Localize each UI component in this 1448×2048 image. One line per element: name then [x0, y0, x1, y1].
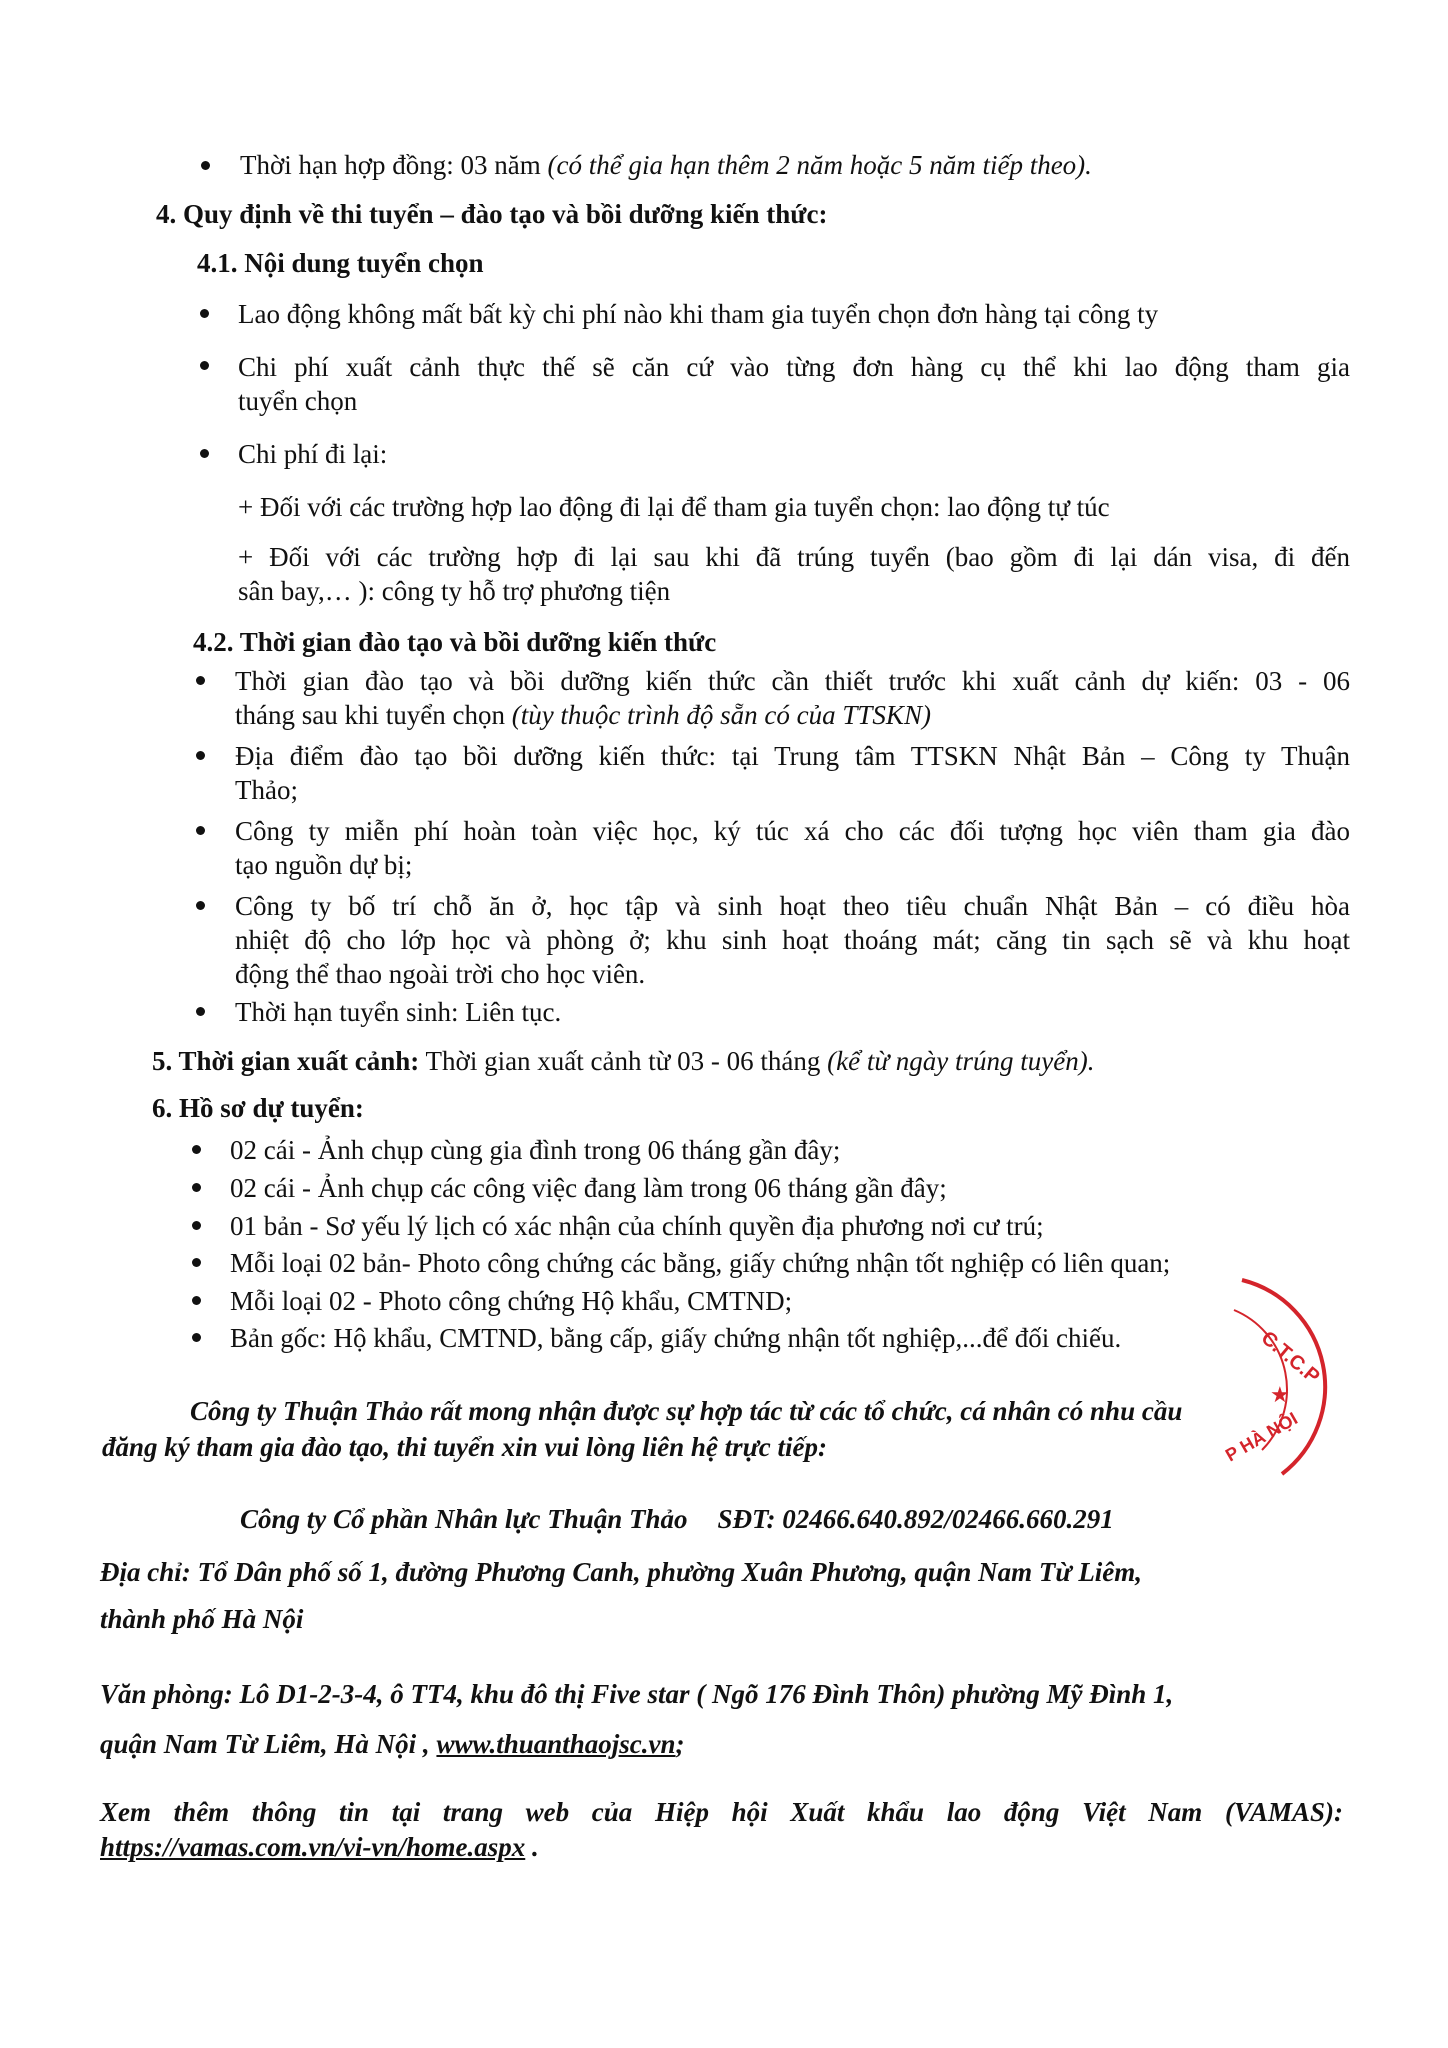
section-4-heading: 4. Quy định về thi tuyển – đào tạo và bồi dưỡng kiến thức: — [156, 199, 828, 229]
bullet — [192, 1183, 201, 1192]
exit-cost-item: Chi phí xuất cảnh thực thế sẽ căn cứ vào từng đơn hàng cụ thể khi lao động tham gia — [238, 352, 1350, 382]
bullet — [200, 309, 209, 318]
training-location-item-cont: Thảo; — [235, 775, 298, 805]
address-line-1: Địa chỉ: Tổ Dân phố số 1, đường Phương Canh, phường Xuân Phương, quận Nam Từ Liêm, — [100, 1557, 1143, 1587]
stamp-star-icon: ★ — [1270, 1382, 1290, 1407]
document-item: Bản gốc: Hộ khẩu, CMTND, bằng cấp, giấy chứng nhận tốt nghiệp,...để đối chiếu. — [230, 1323, 1122, 1353]
bullet — [192, 1221, 201, 1230]
travel-cost-item: Chi phí đi lại: — [238, 439, 388, 469]
accommodation-item-cont-2: động thể thao ngoài trời cho học viên. — [235, 959, 646, 989]
training-time-item-cont: tháng sau khi tuyển chọn (tùy thuộc trình độ sẵn có của TTSKN) — [235, 700, 931, 730]
vamas-line-2: https://vamas.com.vn/vi-vn/home.aspx . — [100, 1832, 539, 1862]
document-item: Mỗi loại 02 bản- Photo công chứng các bằng, giấy chứng nhận tốt nghiệp có liên quan; — [230, 1248, 1171, 1278]
contract-duration: Thời hạn hợp đồng: 03 năm (có thể gia hạn thêm 2 năm hoặc 5 năm tiếp theo). — [240, 150, 1092, 180]
office-line-1: Văn phòng: Lô D1-2-3-4, ô TT4, khu đô thị Five star ( Ngõ 176 Đình Thôn) phường Mỹ Đình 1, — [100, 1679, 1174, 1709]
training-time-item: Thời gian đào tạo và bồi dưỡng kiến thức cần thiết trước khi xuất cảnh dự kiến: 03 - 06 — [235, 666, 1350, 696]
section-4-1-heading: 4.1. Nội dung tuyển chọn — [197, 248, 484, 278]
travel-cost-point-2-cont: sân bay,… ): công ty hỗ trợ phương tiện — [238, 576, 671, 606]
website-link[interactable]: www.thuanthaojsc.vn — [436, 1729, 676, 1759]
bullet — [200, 361, 209, 370]
bullet — [196, 826, 205, 835]
travel-cost-point-1: + Đối với các trường hợp lao động đi lại để tham gia tuyển chọn: lao động tự túc — [238, 492, 1110, 522]
exit-cost-item-cont: tuyển chọn — [238, 386, 358, 416]
document-item: Mỗi loại 02 - Photo công chứng Hộ khẩu, CMTND; — [230, 1286, 793, 1316]
accommodation-item-cont: nhiệt độ cho lớp học và phòng ở; khu sinh hoạt thoáng mát; căng tin sạch sẽ và khu hoạt — [235, 925, 1350, 955]
bullet — [192, 1333, 201, 1342]
bullet — [192, 1258, 201, 1267]
bullet — [201, 161, 210, 170]
office-line-2: quận Nam Từ Liêm, Hà Nội , www.thuanthaojsc.vn; — [100, 1729, 685, 1759]
recruit-cost-item: Lao động không mất bất kỳ chi phí nào khi tham gia tuyển chọn đơn hàng tại công ty — [238, 299, 1159, 329]
svg-text:C.T.C.P: C.T.C.P — [1256, 1326, 1324, 1389]
free-tuition-item-cont: tạo nguồn dự bị; — [235, 850, 413, 880]
training-location-item: Địa điểm đào tạo bồi dưỡng kiến thức: tại Trung tâm TTSKN Nhật Bản – Công ty Thuận — [235, 741, 1350, 771]
bullet — [196, 751, 205, 760]
section-6-heading: 6. Hồ sơ dự tuyển: — [152, 1093, 364, 1123]
document-item: 02 cái - Ảnh chụp cùng gia đình trong 06 tháng gần đây; — [230, 1135, 841, 1165]
closing-line-2: đăng ký tham gia đào tạo, thi tuyển xin vui lòng liên hệ trực tiếp: — [102, 1432, 827, 1462]
closing-line-1: Công ty Thuận Thảo rất mong nhận được sự hợp tác từ các tổ chức, cá nhân có nhu cầu — [190, 1396, 1183, 1426]
document-item: 02 cái - Ảnh chụp các công việc đang làm trong 06 tháng gần đây; — [230, 1173, 947, 1203]
svg-text:P HÀ NỘI: P HÀ NỘI — [1222, 1408, 1302, 1466]
bullet — [196, 1007, 205, 1016]
accommodation-item: Công ty bố trí chỗ ăn ở, học tập và sinh hoạt theo tiêu chuẩn Nhật Bản – có điều hòa — [235, 891, 1350, 921]
section-5: 5. Thời gian xuất cảnh: Thời gian xuất cảnh từ 03 - 06 tháng (kể từ ngày trúng tuyển). — [152, 1046, 1095, 1076]
document-item: 01 bản - Sơ yếu lý lịch có xác nhận của chính quyền địa phương nơi cư trú; — [230, 1211, 1044, 1241]
address-line-2: thành phố Hà Nội — [100, 1604, 304, 1634]
company-stamp — [1222, 1262, 1362, 1492]
travel-cost-point-2: + Đối với các trường hợp đi lại sau khi đã trúng tuyển (bao gồm đi lại dán visa, đi đến — [238, 542, 1350, 572]
enrollment-period-item: Thời hạn tuyển sinh: Liên tục. — [235, 997, 562, 1027]
vamas-link[interactable]: https://vamas.com.vn/vi-vn/home.aspx — [100, 1832, 526, 1862]
section-4-2-heading: 4.2. Thời gian đào tạo và bồi dưỡng kiến thức — [193, 627, 717, 657]
bullet — [196, 676, 205, 685]
vamas-line-1: Xem thêm thông tin tại trang web của Hiệp hội Xuất khẩu lao động Việt Nam (VAMAS): — [100, 1797, 1343, 1827]
bullet — [200, 449, 209, 458]
bullet — [196, 901, 205, 910]
bullet — [192, 1145, 201, 1154]
bullet — [192, 1296, 201, 1305]
company-contact: Công ty Cổ phần Nhân lực Thuận Thảo SĐT: 02466.640.892/02466.660.291 — [240, 1504, 1114, 1534]
free-tuition-item: Công ty miễn phí hoàn toàn việc học, ký túc xá cho các đối tượng học viên tham gia đào — [235, 816, 1350, 846]
